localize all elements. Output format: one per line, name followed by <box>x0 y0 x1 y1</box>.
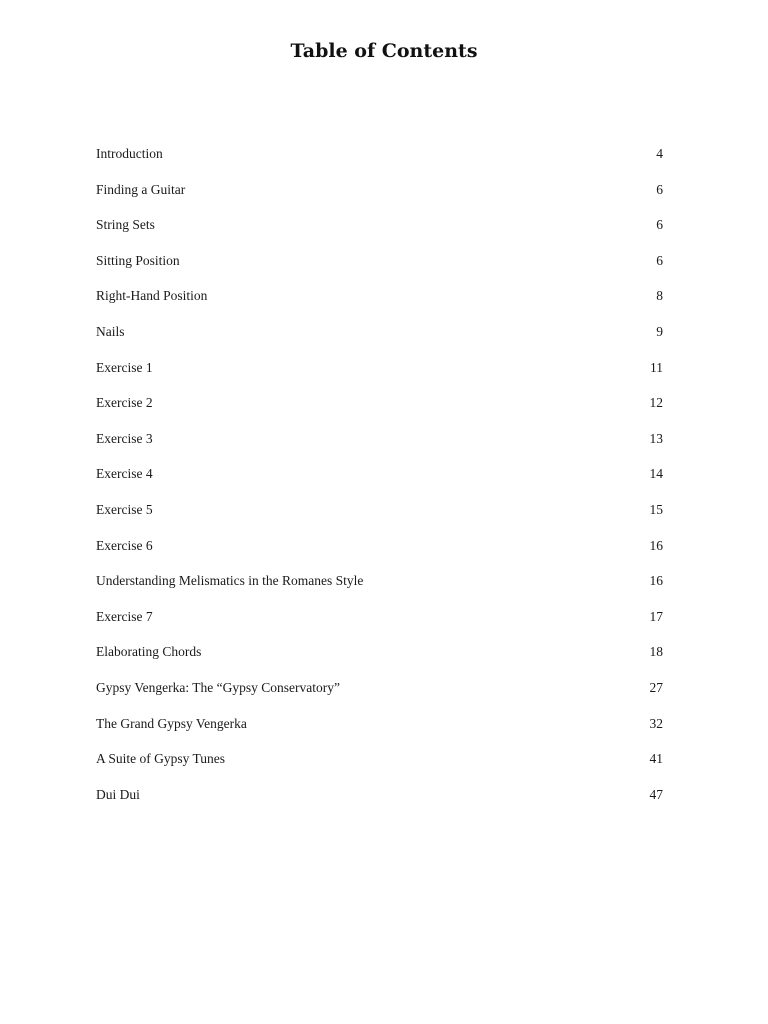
toc-entry[interactable] <box>96 607 663 643</box>
toc-entry[interactable] <box>96 642 663 678</box>
toc-entry[interactable] <box>96 215 663 251</box>
toc-entry[interactable] <box>96 322 663 358</box>
toc-entry-label: Understanding Melismatics in the Romanes Style <box>96 573 364 589</box>
toc-entry-page-number: 6 <box>656 252 663 268</box>
toc-entry-page-number: 41 <box>649 751 663 767</box>
toc-entry-label: Exercise 2 <box>96 395 153 411</box>
toc-entry[interactable] <box>96 571 663 607</box>
toc-entry[interactable] <box>96 785 663 821</box>
toc-entry-page-number: 17 <box>649 608 663 624</box>
toc-entry-label: Right-Hand Position <box>96 288 208 304</box>
toc-entry-label: Exercise 1 <box>96 359 153 375</box>
toc-entry-label: Nails <box>96 323 125 339</box>
toc-entry-page-number: 9 <box>656 323 663 339</box>
toc-entry-page-number: 16 <box>649 573 663 589</box>
toc-entry[interactable] <box>96 429 663 465</box>
toc-entry-page-number: 13 <box>649 430 663 446</box>
toc-entry-page-number: 18 <box>649 644 663 660</box>
toc-entry[interactable] <box>96 749 663 785</box>
toc-entry-label: Exercise 3 <box>96 430 153 446</box>
toc-entry-page-number: 47 <box>649 786 663 802</box>
toc-entry[interactable] <box>96 500 663 536</box>
toc-entry-page-number: 16 <box>649 537 663 553</box>
toc-entry-label: Sitting Position <box>96 252 180 268</box>
toc-entry[interactable] <box>96 536 663 572</box>
toc-entry-label: The Grand Gypsy Vengerka <box>96 715 247 731</box>
toc-entry-label: Exercise 5 <box>96 501 153 517</box>
toc-entry-page-number: 4 <box>656 146 663 161</box>
toc-entry-page-number: 27 <box>649 679 663 695</box>
toc-entry-page-number: 6 <box>656 217 663 233</box>
toc-entry-page-number: 11 <box>650 359 663 375</box>
toc-list <box>96 144 663 820</box>
toc-entry[interactable] <box>96 251 663 287</box>
toc-entry-label: Dui Dui <box>96 786 140 802</box>
toc-entry[interactable] <box>96 144 663 180</box>
toc-entry[interactable] <box>96 358 663 394</box>
toc-entry-label: Gypsy Vengerka: The “Gypsy Conservatory” <box>96 679 340 695</box>
toc-entry-page-number: 6 <box>656 181 663 197</box>
toc-entry[interactable] <box>96 393 663 429</box>
toc-entry-label: String Sets <box>96 217 155 233</box>
toc-entry-page-number: 8 <box>656 288 663 304</box>
toc-entry-label: Introduction <box>96 146 163 161</box>
toc-entry-label: Finding a Guitar <box>96 181 186 197</box>
toc-entry-label: A Suite of Gypsy Tunes <box>96 751 226 767</box>
toc-entry-page-number: 12 <box>649 395 663 411</box>
toc-entry-page-number: 32 <box>649 715 663 731</box>
toc-entry[interactable] <box>96 464 663 500</box>
toc-entry-page-number: 15 <box>649 501 663 517</box>
toc-entry[interactable] <box>96 286 663 322</box>
toc-entry[interactable] <box>96 180 663 216</box>
toc-entry-label: Elaborating Chords <box>96 644 202 660</box>
toc-entry[interactable] <box>96 714 663 750</box>
toc-entry-label: Exercise 7 <box>96 608 153 624</box>
toc-entry[interactable] <box>96 678 663 714</box>
toc-entry-label: Exercise 4 <box>96 466 153 482</box>
toc-entry-label: Exercise 6 <box>96 537 153 553</box>
page-title: Table of Contents <box>290 40 478 62</box>
toc-entry-page-number: 14 <box>649 466 663 482</box>
